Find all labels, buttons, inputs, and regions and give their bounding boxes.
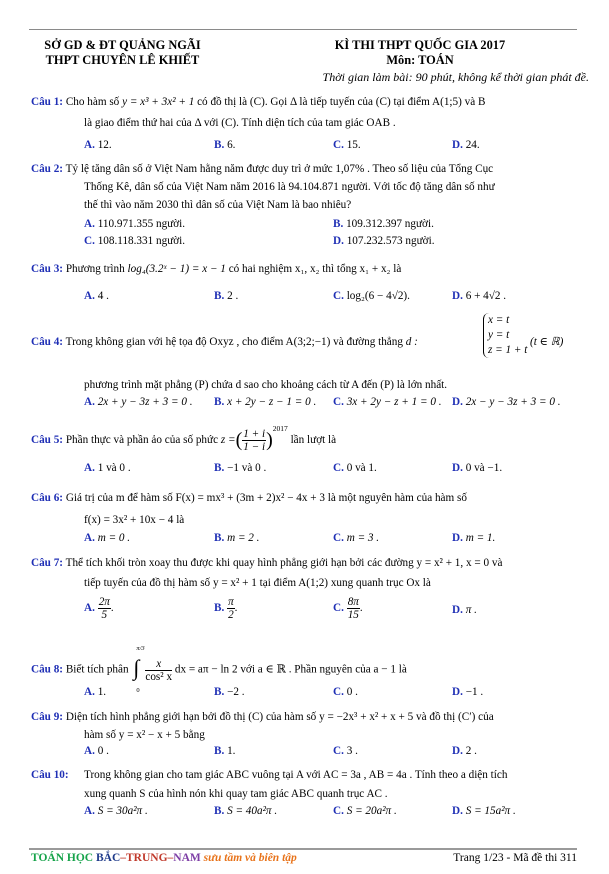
header-school: [40, 38, 205, 68]
question-text: Tỷ lệ tăng dân số ở Việt Nam hằng năm được duy trì ở mức 1,07% . Theo số liệu của Tổng Cục: [65, 163, 494, 175]
option-a[interactable]: A. 12.: [84, 139, 112, 151]
option-a[interactable]: A. S = 30a²π .: [84, 805, 148, 817]
question-text: Giá trị của m để hàm số F(x) = mx³ + (3m + 2)x² − 4x + 3 là một nguyên hàm của hàm số: [65, 492, 467, 504]
question-text: Trong không gian cho tam giác ABC vuông tại A với AC = 3a , AB = 4a . Tính theo a diện tích: [84, 769, 508, 781]
header-exam: [300, 38, 540, 68]
question-text: xung quanh S của hình nón khi quay tam giác ABC quanh trục AC .: [84, 788, 388, 800]
option-d[interactable]: D. −1 .: [452, 686, 484, 698]
question-text: có hai nghiệm x₁, x₂ thì tổng x₁ + x₂ là: [228, 263, 402, 275]
option-b[interactable]: B. 6.: [214, 139, 236, 151]
option-b[interactable]: B. −2 .: [214, 686, 245, 698]
question-5: Câu 5: Phần thực và phần ảo của số phức z =( $\frac{1 + i}{1 - i}$ )$^{2017}$ lần lượt là: [31, 424, 337, 453]
question-text: Thống Kê, dân số của Việt Nam năm 2016 là 94.104.871 người. Với tốc độ tăng dân số như: [84, 181, 495, 193]
option-d[interactable]: D. 2 .: [452, 745, 477, 757]
header-exam-title: KÌ THI THPT QUỐC GIA 2017: [334, 38, 506, 52]
question-label: Câu 2:: [31, 163, 64, 175]
option-b[interactable]: B. 109.312.397 người.: [333, 218, 434, 230]
option-c[interactable]: C. 108.118.331 người.: [84, 235, 186, 247]
question-text: lần lượt là: [290, 434, 337, 447]
question-text: hàm số y = x² − x + 5 bằng: [84, 729, 205, 741]
complex-fraction: $\frac{1 + i}{1 - i}$: [243, 428, 266, 453]
option-c[interactable]: C. S = 20a²π .: [333, 805, 397, 817]
option-c[interactable]: C. log₂(6 − 4√2).: [333, 290, 410, 302]
line-equation-system: x = t y = t z = 1 + t: [483, 313, 527, 358]
footer-rule: [29, 848, 577, 850]
question-9: [31, 708, 589, 744]
question-label: Câu 8:: [31, 663, 64, 676]
header-department: SỞ GD & ĐT QUẢNG NGÃI: [44, 38, 201, 52]
question-text: có đồ thị là (C). Gọi Δ là tiếp tuyến của (C) tại điểm A(1;5) và B: [197, 96, 486, 108]
question-text: Trong không gian với hệ tọa độ Oxyz , cho điểm A(3;2;−1) và đường thẳng: [65, 336, 403, 348]
question-10: [31, 766, 589, 804]
question-3: [31, 260, 589, 279]
option-a[interactable]: A. 2x + y − 3z + 3 = 0 .: [84, 396, 193, 408]
integrand: $\frac{x}{\text{cos² x}}$: [145, 657, 173, 683]
question-text: tiếp tuyến của đồ thị hàm số y = x² + 1 tại điểm A(1;2) xung quanh trục Ox là: [84, 577, 431, 589]
option-b[interactable]: B. −1 và 0 .: [214, 462, 267, 474]
option-b[interactable]: B. m = 2 .: [214, 532, 260, 544]
option-b[interactable]: B. S = 40a²π .: [214, 805, 278, 817]
question-text: Thể tích khối tròn xoay thu được khi quay hình phẳng giới hạn bởi các đường y = x² + 1, x = 0 và: [65, 557, 503, 569]
option-d[interactable]: D. π .: [452, 604, 477, 616]
question-text: Biết tích phân: [65, 663, 129, 676]
header-school-name: THPT CHUYÊN LÊ KHIẾT: [45, 53, 200, 67]
question-label: Câu 5:: [31, 434, 64, 447]
question-6: [31, 487, 589, 531]
footer-brand: TOÁN HỌC BẮC–TRUNG–NAM sưu tầm và biên tập: [31, 852, 297, 864]
question-label: Câu 3:: [31, 263, 64, 275]
question-text: phương trình mặt phẳng (P) chứa d sao cho khoảng cách từ A đến (P) là lớn nhất.: [84, 379, 448, 391]
header-time-note: Thời gian làm bài: 90 phút, không kể thời gian phát đề.: [322, 70, 589, 84]
option-d[interactable]: D. 0 và −1.: [452, 462, 503, 474]
question-text: thế thì vào năm 2030 thì dân số của Việt Nam là bao nhiêu?: [84, 199, 352, 211]
option-a[interactable]: A. 110.971.355 người.: [84, 218, 186, 230]
option-b[interactable]: B. 1.: [214, 745, 236, 757]
question-7: [31, 553, 589, 593]
option-d[interactable]: D. 6 + 4√2 .: [452, 290, 507, 302]
option-a[interactable]: A. 1.: [84, 686, 107, 698]
option-a[interactable]: A. 4 .: [84, 290, 109, 302]
option-b[interactable]: B. 2 .: [214, 290, 239, 302]
option-a[interactable]: A. $\frac{2\pi}{5}$ .: [84, 596, 114, 621]
option-a[interactable]: A. m = 0 .: [84, 532, 131, 544]
header-subject: Môn: TOÁN: [386, 53, 454, 67]
question-text: f(x) = 3x² + 10x − 4 là: [84, 514, 185, 526]
question-2: [31, 160, 589, 214]
option-c[interactable]: C. m = 3 .: [333, 532, 380, 544]
option-b[interactable]: B. $\frac{\pi}{2}$ .: [214, 596, 238, 621]
question-label: Câu 7:: [31, 557, 64, 569]
option-a[interactable]: A. 1 và 0 .: [84, 462, 131, 474]
question-text: là giao điểm thứ hai của Δ với (C). Tính diện tích của tam giác OAB .: [84, 117, 396, 129]
option-c[interactable]: C. 0 .: [333, 686, 358, 698]
integral-sign: π/3 ∫ 0: [133, 645, 145, 694]
option-c[interactable]: C. 3x + 2y − z + 1 = 0 .: [333, 396, 442, 408]
question-label: Câu 9:: [31, 711, 64, 723]
option-c[interactable]: C. 0 và 1.: [333, 462, 377, 474]
header-rule: [29, 29, 577, 30]
question-text: Phần thực và phần ảo của số phức: [65, 434, 219, 447]
question-math: y = x³ + 3x² + 1: [122, 96, 195, 108]
question-text: Phương trình: [65, 263, 125, 275]
question-text: Diện tích hình phẳng giới hạn bởi đồ thị (C) của hàm số y = −2x³ + x² + x + 5 và đồ thị (C′) của: [65, 711, 494, 723]
question-label: Câu 6:: [31, 492, 64, 504]
question-label: Câu 1:: [31, 96, 64, 108]
question-label: Câu 4:: [31, 336, 64, 348]
parameter-condition: (t ∈ ℝ): [530, 336, 564, 348]
question-label: Câu 10:: [31, 769, 69, 781]
option-c[interactable]: C. 15.: [333, 139, 361, 151]
option-d[interactable]: D. S = 15a²π .: [452, 805, 516, 817]
option-c[interactable]: C. 3 .: [333, 745, 358, 757]
option-d[interactable]: D. m = 1.: [452, 532, 496, 544]
question-text: dx = aπ − ln 2 với a ∈ ℝ . Phần nguyên của a − 1 là: [174, 663, 407, 676]
question-4: Câu 4: Trong không gian với hệ tọa độ Oxyz , cho điểm A(3;2;−1) và đường thẳng d :: [31, 336, 418, 348]
option-d[interactable]: D. 24.: [452, 139, 480, 151]
option-d[interactable]: D. 2x − y − 3z + 3 = 0 .: [452, 396, 561, 408]
question-text: Cho hàm số: [65, 96, 120, 108]
option-b[interactable]: B. x + 2y − z − 1 = 0 .: [214, 396, 317, 408]
option-c[interactable]: C. $\frac{8\pi}{15}$ .: [333, 596, 363, 621]
footer-page-info: Trang 1/23 - Mã đề thi 311: [453, 852, 577, 864]
option-d[interactable]: D. 107.232.573 người.: [333, 235, 435, 247]
question-1: [31, 93, 589, 133]
option-a[interactable]: A. 0 .: [84, 745, 109, 757]
question-math: log₄(3.2ˣ − 1) = x − 1: [127, 263, 226, 275]
